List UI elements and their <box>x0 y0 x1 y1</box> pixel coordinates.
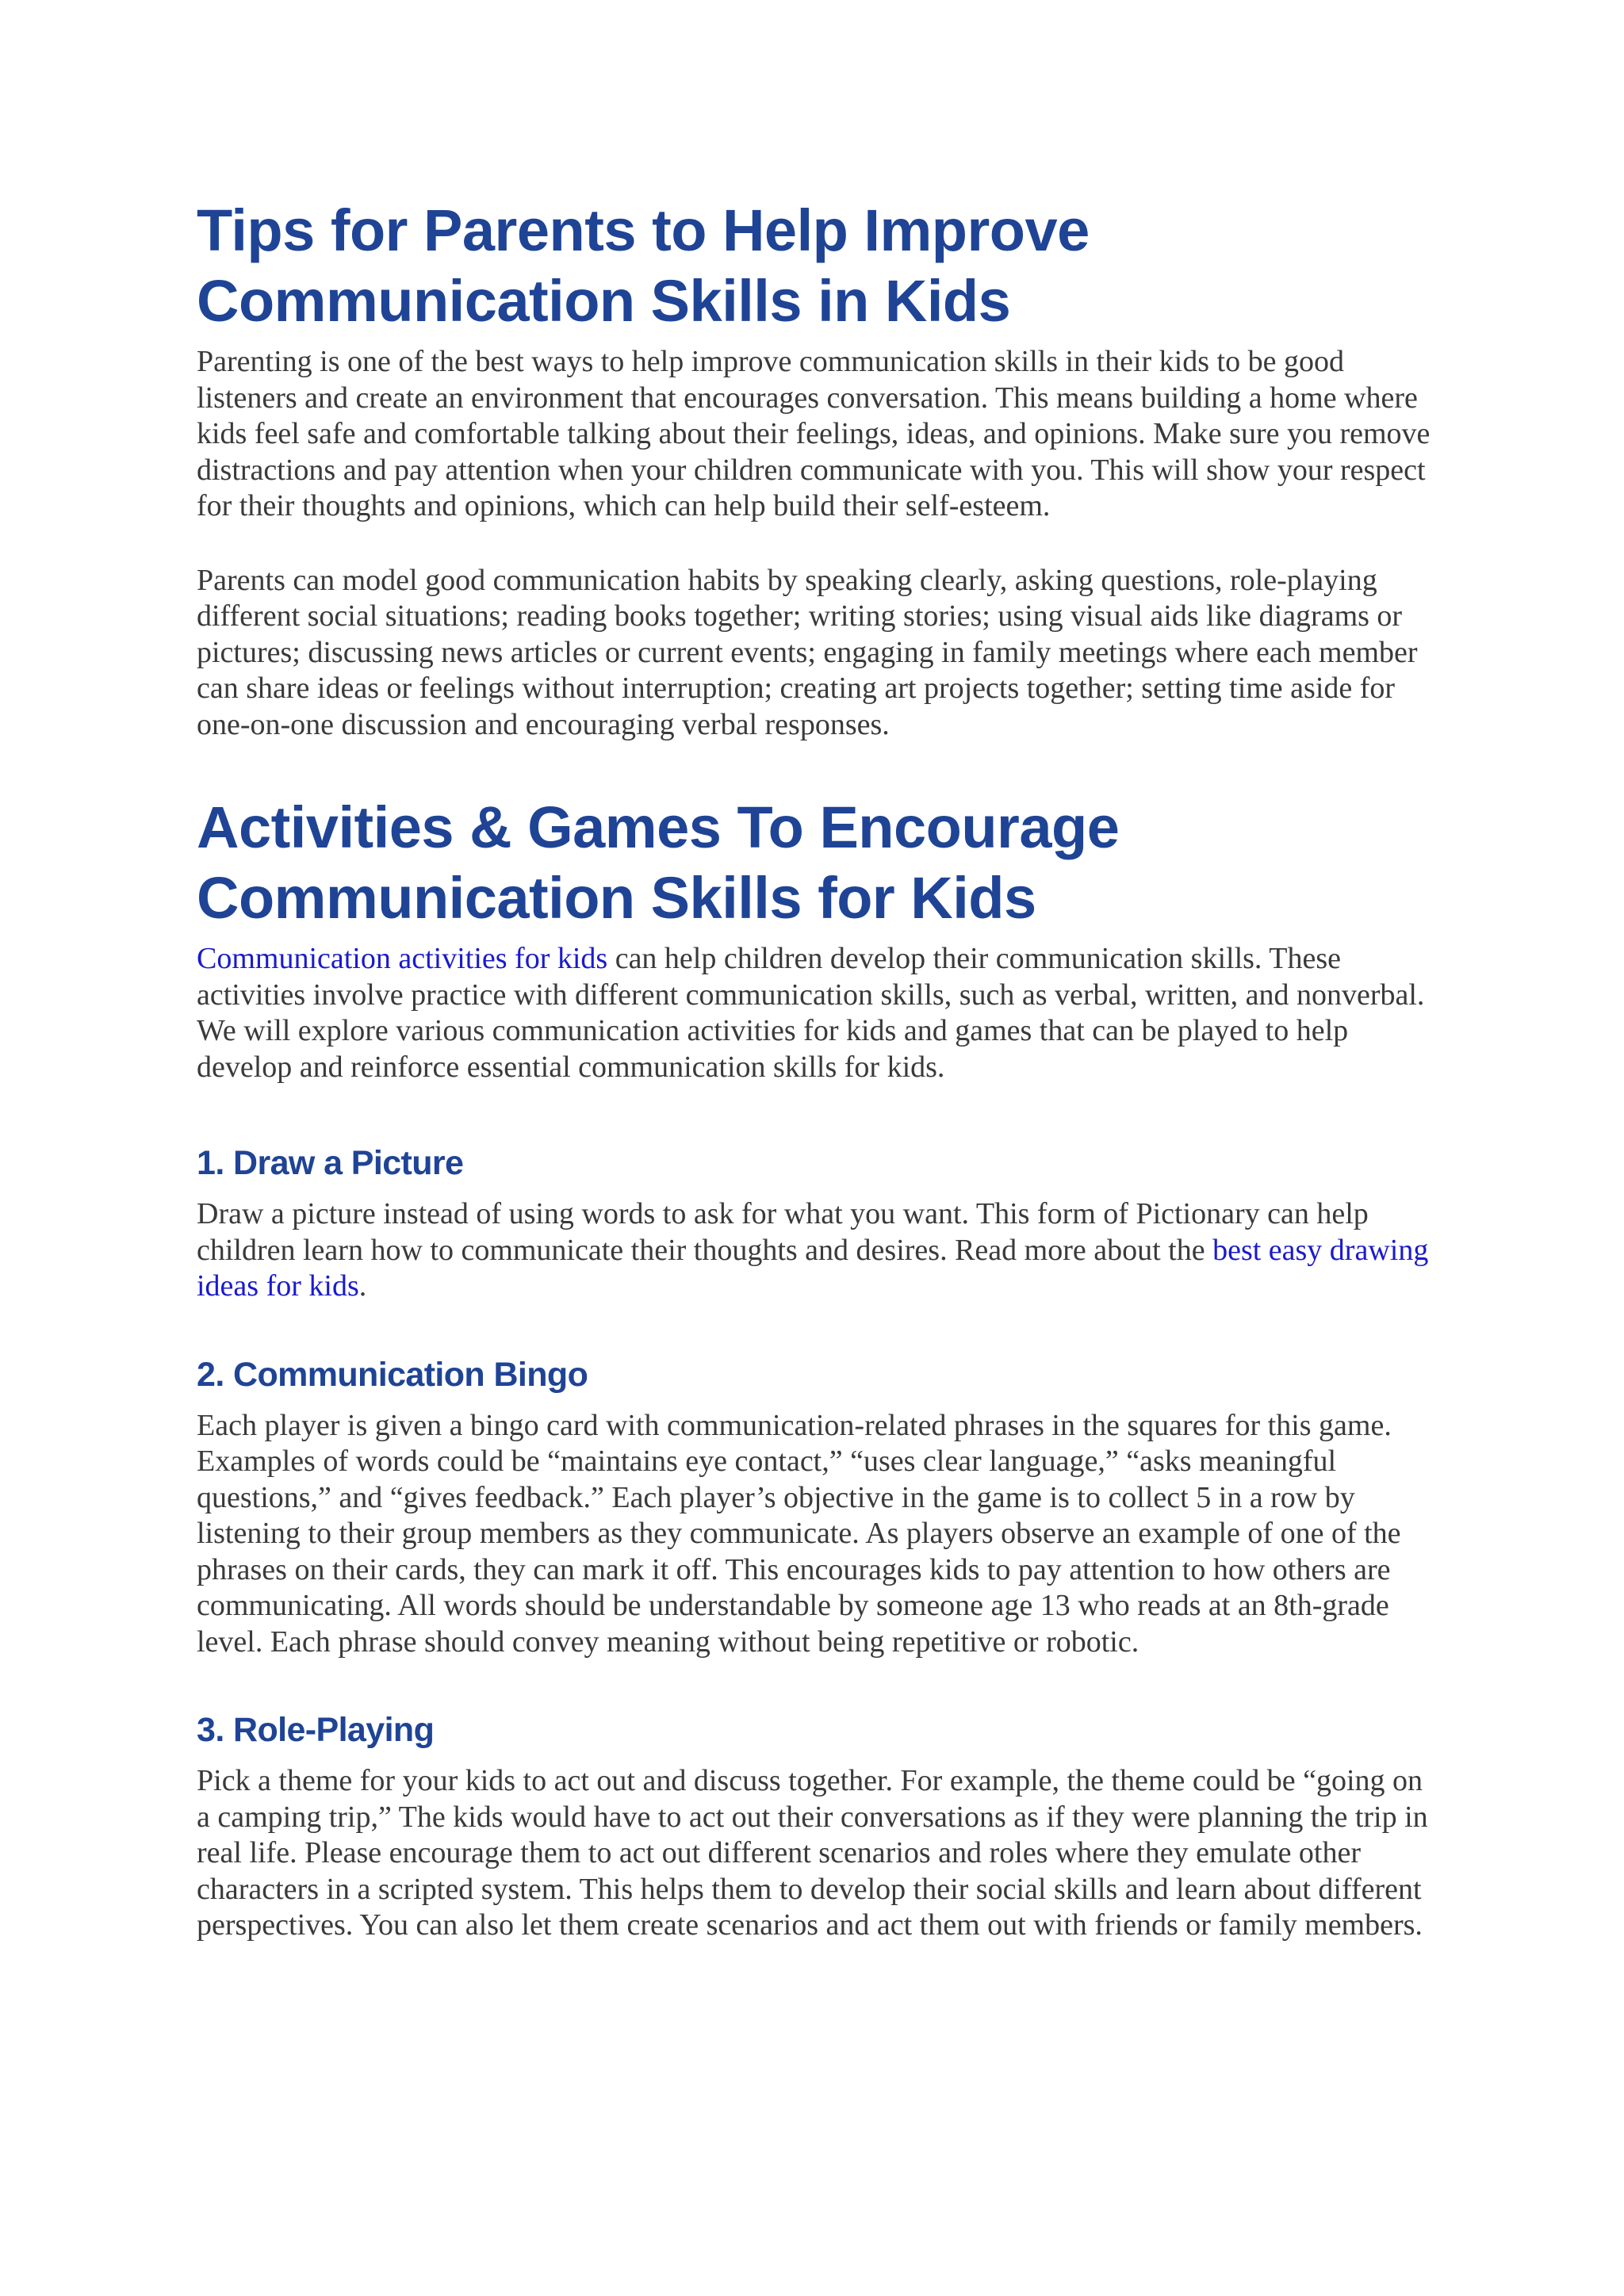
paragraph-activities-intro <box>197 941 1442 1085</box>
activities-intro-text: can help children develop their communication skills. These activities involve practice with different communication skills, such as verbal, written, and nonverbal. We will explore various communication activities for kids and games that can be played to help develop and reinforce essential communication skills for kids. <box>197 942 1425 1084</box>
heading-role-playing: 3. Role-Playing <box>197 1711 435 1749</box>
paragraph-communication-bingo: Each player is given a bingo card with communication-related phrases in the squares for this game. Examples of words could be “maintains eye contact,” “uses clear language,” “asks meaningful questions,” and “gives feedback.” Each player’s objective in the game is to collect 5 in a row by listening to their group members as they communicate. As players observe an example of one of the phrases on their cards, they can mark it off. This encourages kids to pay attention to how others are communicating. All words should be understandable by someone age 13 who reads at an 8th-grade level. Each phrase should convey meaning without being repetitive or robotic. <box>197 1408 1401 1659</box>
paragraph-parenting-intro: Parenting is one of the best ways to help improve communication skills in their kids to be good listeners and create an environment that encourages conversation. This means building a home where kids feel safe and comfortable talking about their feelings, ideas, and opinions. Make sure you remove distractions and pay attention when your children communicate with you. This will show your respect for their thoughts and opinions, which can help build their self-esteem. <box>197 345 1431 522</box>
link-communication-activities[interactable]: Communication activities for kids <box>197 942 608 975</box>
heading-tips-for-parents: Tips for Parents to Help Improve Communication Skills in Kids <box>197 197 1090 334</box>
heading-activities-games: Activities & Games To Encourage Communication Skills for Kids <box>197 794 1120 931</box>
paragraph-role-playing: Pick a theme for your kids to act out and discuss together. For example, the theme could be “going on a camping trip,” The kids would have to act out their conversations as if they were planning the trip in real life. Please encourage them to act out different scenarios and roles where they emulate other characters in a scripted system. This helps them to develop their social skills and learn about different perspectives. You can also let them create scenarios and act them out with friends or family members. <box>197 1764 1428 1942</box>
paragraph-draw-a-picture <box>197 1196 1442 1305</box>
link-drawing-ideas[interactable]: best easy drawing ideas for kids <box>197 1233 1429 1303</box>
article-body <box>197 195 1442 1944</box>
paragraph-model-habits: Parents can model good communication habits by speaking clearly, asking questions, role-playing different social situations; reading books together; writing stories; using visual aids like diagrams or pictures; discussing news articles or current events; engaging in family meetings where each member can share ideas or feelings without interruption; creating art projects together; setting time aside for one-on-one discussion and encouraging verbal responses. <box>197 563 1418 741</box>
heading-communication-bingo: 2. Communication Bingo <box>197 1355 588 1394</box>
draw-picture-text: Draw a picture instead of using words to ask for what you want. This form of Pictionary can help children learn how to communicate their thoughts and desires. Read more about the <box>197 1197 1369 1267</box>
draw-picture-text-end: . <box>358 1269 367 1303</box>
heading-draw-a-picture: 1. Draw a Picture <box>197 1144 464 1182</box>
